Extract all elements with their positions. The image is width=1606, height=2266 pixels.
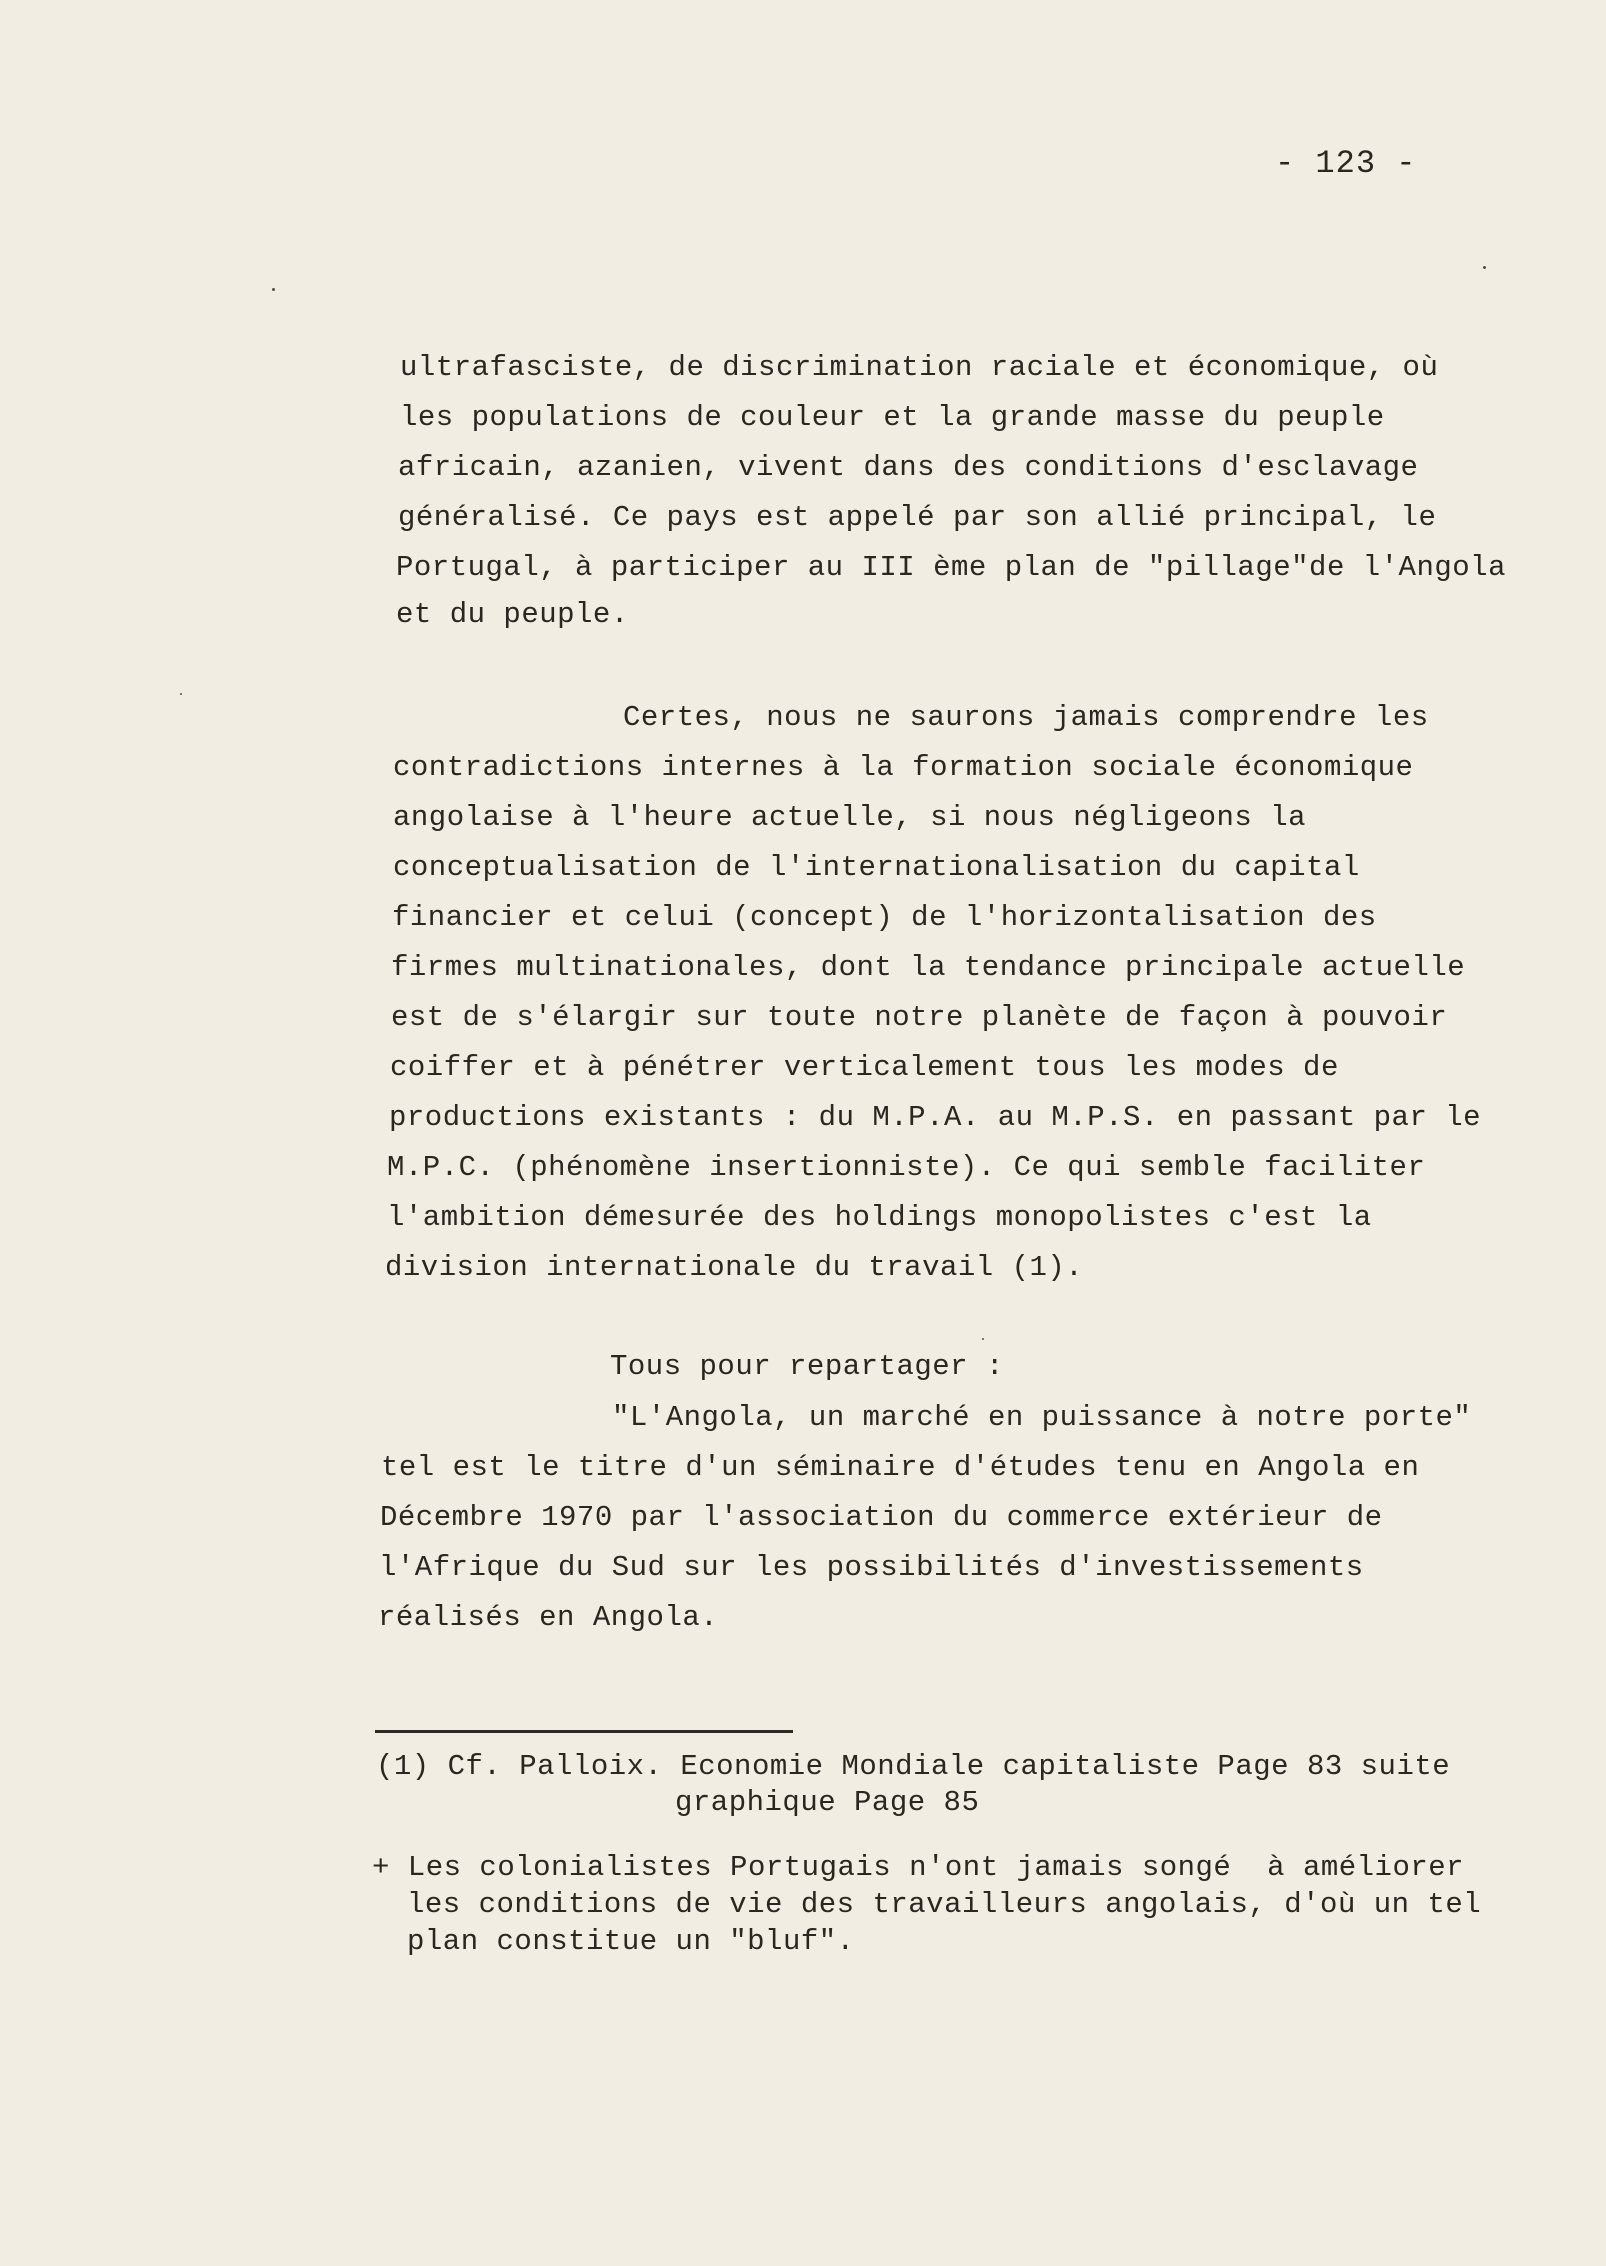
paragraph-2-line: division internationale du travail (1).: [385, 1251, 1084, 1284]
paragraph-2-line: contradictions internes à la formation sociale économique: [393, 751, 1414, 784]
subheading: Tous pour repartager :: [610, 1350, 1004, 1383]
paragraph-2-line: M.P.C. (phénomène insertionniste). Ce qui semble faciliter: [387, 1151, 1426, 1184]
paper-speck: [272, 288, 275, 291]
paragraph-2-line: financier et celui (concept) de l'horizontalisation des: [392, 901, 1377, 934]
paper-speck: [982, 1338, 984, 1340]
paper-speck: [1483, 266, 1486, 269]
paragraph-3-line: "L'Angola, un marché en puissance à notre porte": [612, 1401, 1472, 1434]
paragraph-2-line: coiffer et à pénétrer verticalement tous les modes de: [390, 1051, 1339, 1084]
paragraph-1-line: et du peuple.: [396, 598, 629, 631]
paragraph-2-line: Certes, nous ne saurons jamais comprendre les: [623, 701, 1429, 734]
paragraph-2-line: productions existants : du M.P.A. au M.P.S. en passant par le: [389, 1101, 1482, 1134]
paper-speck: [180, 693, 182, 695]
paragraph-1-line: généralisé. Ce pays est appelé par son allié principal, le: [398, 501, 1437, 534]
footnote-1-line: (1) Cf. Palloix. Economie Mondiale capitaliste Page 83 suite: [376, 1750, 1451, 1783]
paragraph-3-line: l'Afrique du Sud sur les possibilités d'investissements: [379, 1551, 1364, 1584]
paragraph-3-line: Décembre 1970 par l'association du commerce extérieur de: [380, 1501, 1383, 1534]
footnote-separator: [375, 1730, 793, 1733]
paragraph-1-line: ultrafasciste, de discrimination raciale et économique, où: [400, 351, 1439, 384]
paragraph-1-line: les populations de couleur et la grande masse du peuple: [400, 401, 1385, 434]
paragraph-1-line: africain, azanien, vivent dans des conditions d'esclavage: [398, 451, 1419, 484]
paragraph-3-line: réalisés en Angola.: [378, 1601, 719, 1634]
footnote-plus-line: plan constitue un "bluf".: [407, 1925, 855, 1958]
paragraph-2-line: conceptualisation de l'internationalisation du capital: [393, 851, 1360, 884]
footnote-plus-line: + Les colonialistes Portugais n'ont jamais songé à améliorer: [372, 1851, 1465, 1884]
page-number: - 123 -: [1275, 145, 1417, 182]
paragraph-2-line: l'ambition démesurée des holdings monopolistes c'est la: [387, 1201, 1372, 1234]
paragraph-1-line: Portugal, à participer au III ème plan de "pillage"de l'Angola: [396, 551, 1506, 584]
paragraph-3-line: tel est le titre d'un séminaire d'études tenu en Angola en: [381, 1451, 1420, 1484]
footnote-1-line: graphique Page 85: [675, 1786, 980, 1819]
paragraph-2-line: firmes multinationales, dont la tendance principale actuelle: [391, 951, 1466, 984]
footnote-plus-line: les conditions de vie des travailleurs angolais, d'où un tel: [407, 1888, 1482, 1921]
paragraph-2-line: est de s'élargir sur toute notre planète de façon à pouvoir: [391, 1001, 1448, 1034]
paragraph-2-line: angolaise à l'heure actuelle, si nous négligeons la: [393, 801, 1307, 834]
